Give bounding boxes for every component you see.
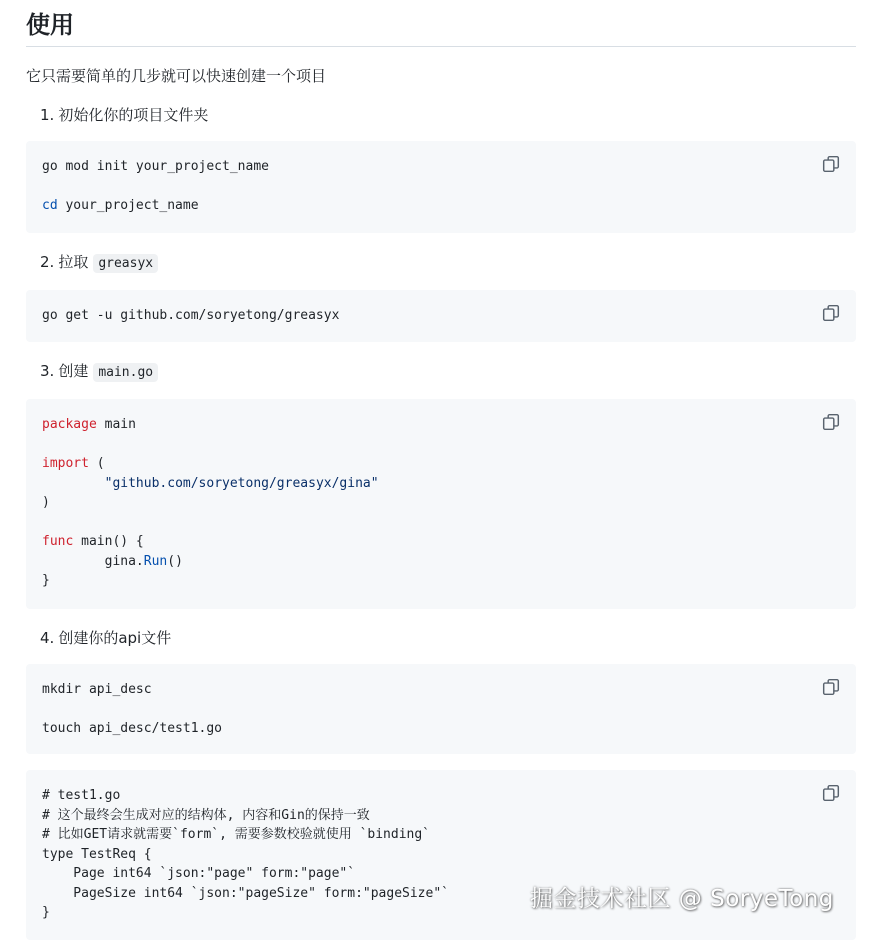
readme-section xyxy=(26,0,856,940)
step-1 xyxy=(40,104,856,126)
step-text: 创建你的api文件 xyxy=(58,629,172,647)
step-text: 创建 xyxy=(58,362,89,380)
code-block-get xyxy=(26,290,856,342)
step-number: 4. xyxy=(40,629,55,647)
step-2 xyxy=(40,251,856,275)
code-content: mkdir api_desc touch api_desc/test1.go xyxy=(42,682,223,736)
step-number: 3. xyxy=(40,362,55,380)
code-block-mkdir xyxy=(26,664,856,754)
code-block-test1 xyxy=(26,770,856,940)
code-content: package main import ( "github.com/soryetong/greasyx/gina" ) func main() { gina.Run() } xyxy=(42,417,379,588)
step-number: 2. xyxy=(40,253,55,271)
step-text: 拉取 xyxy=(58,253,89,271)
code-block-main xyxy=(26,399,856,609)
code-content: go get -u github.com/soryetong/greasyx xyxy=(42,308,340,323)
intro-text: 它只需要简单的几步就可以快速创建一个项目 xyxy=(26,67,327,85)
copy-icon[interactable] xyxy=(822,304,840,322)
copy-icon[interactable] xyxy=(822,155,840,173)
copy-icon[interactable] xyxy=(822,413,840,431)
code-content: go mod init your_project_name cd your_project_name xyxy=(42,159,269,213)
copy-icon[interactable] xyxy=(822,678,840,696)
code-command: cd xyxy=(42,198,58,213)
inline-code: greasyx xyxy=(93,254,158,273)
step-3 xyxy=(40,360,856,384)
step-text: 初始化你的项目文件夹 xyxy=(58,106,209,124)
step-4 xyxy=(40,627,856,649)
copy-icon[interactable] xyxy=(822,784,840,802)
section-heading: 使用 xyxy=(26,0,856,47)
code-block-init xyxy=(26,141,856,233)
step-number: 1. xyxy=(40,106,55,124)
inline-code: main.go xyxy=(93,363,158,382)
watermark: 掘金技术社区 @ SoryeTong xyxy=(530,886,834,912)
code-content: # test1.go # 这个最终会生成对应的结构体, 内容和Gin的保持一致 # 比如GET请求就需要`form`, 需要参数校验就使用 `binding` type TestReq { Page int64 `json:"page" form:"page"` PageSize int64 `json:"pageSize" form:"pageSize"` } xyxy=(42,788,449,920)
